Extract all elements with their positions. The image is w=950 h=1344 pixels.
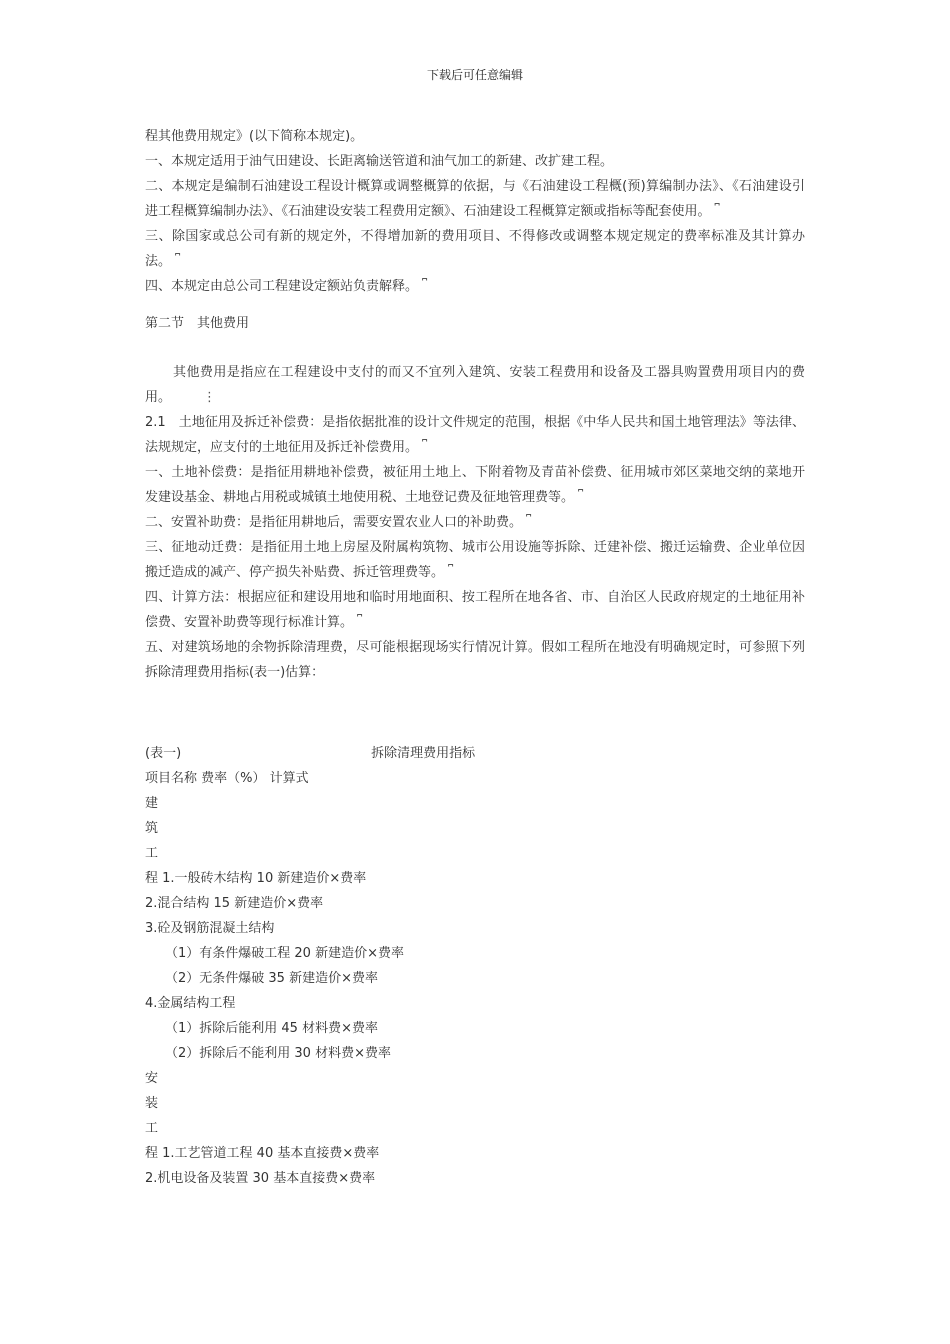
table-title: 拆除清理费用指标 [371,746,476,761]
table-row: （1）有条件爆破工程 20 新建造价×费率 [165,946,404,961]
paragraph-mark-icon: ⎴ [578,490,584,505]
section-lead: 其他费用是指应在工程建设中支付的而又不宜列入建筑、安装工程费用和设备及工器具购置费用项目内的费用。 ⋮ [145,360,805,410]
table-row: 筑 [145,821,159,836]
table-label: (表一) [145,746,182,761]
section-item-4: 四、计算方法：根据应征和建设用地和临时用地面积、按工程所在地各省、市、自治区人民政府规定的土地征用补偿费、安置补助费等现行标准计算。 ⎴ [145,585,805,635]
table-row: 4.金属结构工程 [145,996,236,1011]
section-item-0: 2.1 土地征用及拆迁补偿费：是指依据批准的设计文件规定的范围，根据《中华人民共和国土地管理法》等法律、法规规定，应支付的土地征用及拆迁补偿费用。 ⎴ [145,410,805,460]
table-caption [145,741,805,766]
document-body [145,124,805,1191]
section-title: 第二节 其他费用 [145,316,250,331]
table-row: 装 [145,1096,159,1111]
paragraph-mark-icon: ⎴ [448,565,454,580]
section-item-5: 五、对建筑场地的余物拆除清理费，尽可能根据现场实行情况计算。假如工程所在地没有明确规定时，可参照下列拆除清理费用指标(表一)估算： [145,640,805,680]
table-row: 3.砼及钢筋混凝土结构 [145,921,275,936]
intro-line-0: 程其他费用规定》(以下简称本规定)。 [145,129,364,144]
table-row: 2.混合结构 15 新建造价×费率 [145,896,324,911]
paragraph-mark-icon: ⎴ [422,279,428,294]
intro-line-1: 一、本规定适用于油气田建设、长距离输送管道和油气加工的新建、改扩建工程。 [145,154,614,169]
intro-line-3: 三、除国家或总公司有新的规定外，不得增加新的费用项目、不得修改或调整本规定规定的费率标准及其计算办法。 ⎴ [145,224,805,274]
intro-line-4: 四、本规定由总公司工程建设定额站负责解释。 ⎴ [145,274,805,299]
table-row: 程 1.一般砖木结构 10 新建造价×费率 [145,871,367,886]
ellipsis-mark-icon: ⋮ [203,390,217,405]
table-row: （2）拆除后不能利用 30 材料费×费率 [165,1046,391,1061]
section-item-1: 一、土地补偿费：是指征用耕地补偿费，被征用土地上、下附着物及青苗补偿费、征用城市郊区菜地交纳的菜地开发建设基金、耕地占用税或城镇土地使用税、土地登记费及征地管理费等。 ⎴ [145,460,805,510]
paragraph-mark-icon: ⎴ [357,615,363,630]
table-row: （1）拆除后能利用 45 材料费×费率 [165,1021,378,1036]
table-row: （2）无条件爆破 35 新建造价×费率 [165,971,378,986]
table-row: 安 [145,1071,159,1086]
paragraph-mark-icon: ⎴ [714,204,720,219]
table-row: 工 [145,1121,159,1136]
section-item-3: 三、征地动迁费：是指征用土地上房屋及附属构筑物、城市公用设施等拆除、迁建补偿、搬迁运输费、企业单位因搬迁造成的减产、停产损失补贴费、拆迁管理费等。 ⎴ [145,535,805,585]
paragraph-mark-icon: ⎴ [175,254,181,269]
table-row: 工 [145,846,159,861]
section-item-2: 二、安置补助费：是指征用耕地后，需要安置农业人口的补助费。 ⎴ [145,510,805,535]
intro-line-2: 二、本规定是编制石油建设工程设计概算或调整概算的依据，与《石油建设工程概(预)算编制办法》、《石油建设引进工程概算编制办法》、《石油建设安装工程费用定额》、石油建设工程概算定额或指标等配套使用。 ⎴ [145,174,805,224]
table-row: 2.机电设备及装置 30 基本直接费×费率 [145,1171,376,1186]
table-header: 项目名称 费率（%） 计算式 [145,771,309,786]
table-row: 程 1.工艺管道工程 40 基本直接费×费率 [145,1146,380,1161]
page-header: 下载后可任意编辑 [426,68,523,82]
table-row: 建 [145,796,159,811]
paragraph-mark-icon: ⎴ [422,440,428,455]
paragraph-mark-icon: ⎴ [526,515,532,530]
